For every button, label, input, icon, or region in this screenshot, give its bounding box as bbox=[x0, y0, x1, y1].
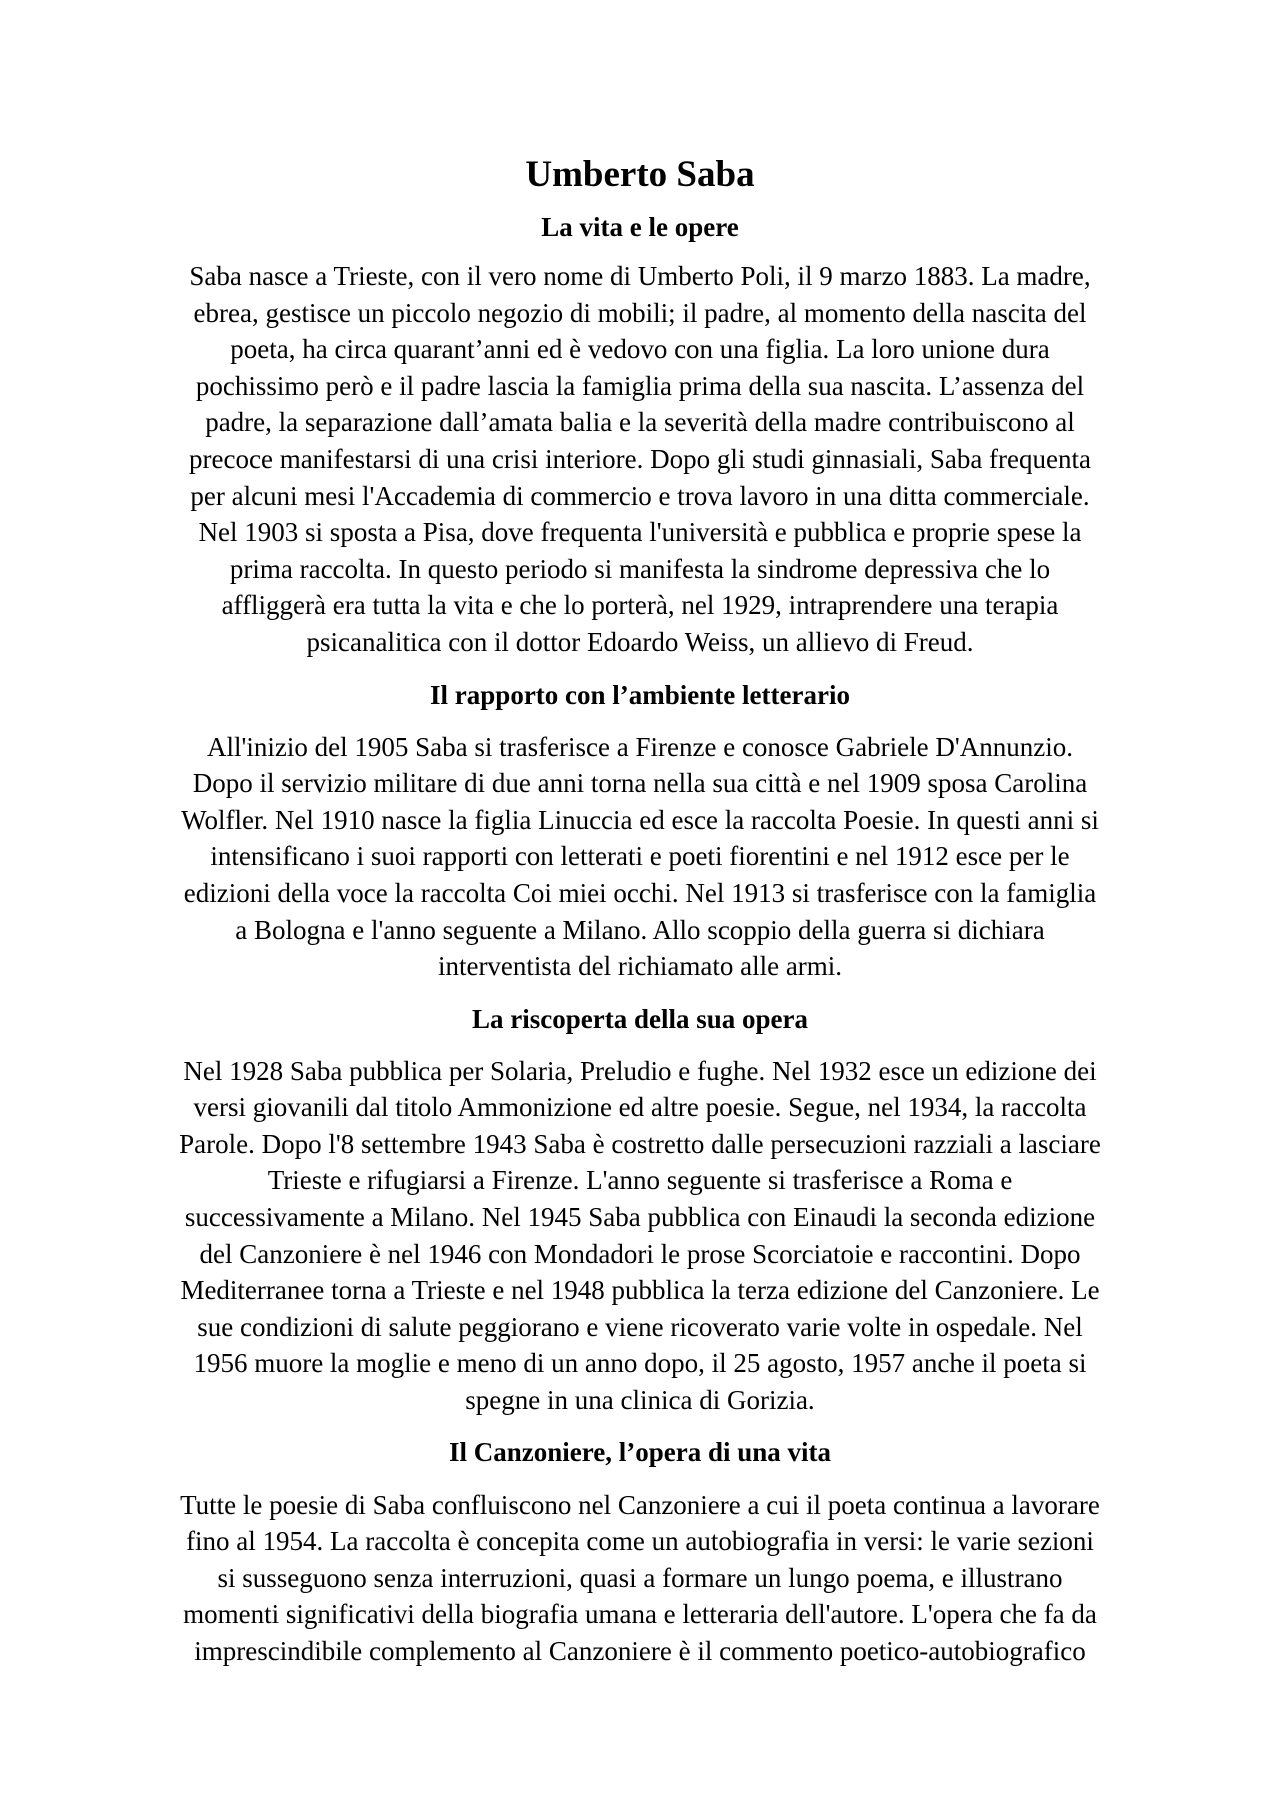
paragraph-line: All'inizio del 1905 Saba si trasferisce a Firenze e conosce Gabriele D'Annunzio. bbox=[207, 731, 1073, 762]
paragraph-line: Dopo il servizio militare di due anni torna nella sua città e nel 1909 sposa Carolina bbox=[192, 768, 1088, 799]
section-heading-canzoniere: Il Canzoniere, l’opera di una vita bbox=[448, 1436, 831, 1467]
paragraph-line: spegne in una clinica di Gorizia. bbox=[465, 1385, 815, 1416]
paragraph-line: Trieste e rifugiarsi a Firenze. L'anno seguente si trasferisce a Roma e bbox=[267, 1165, 1013, 1196]
paragraph-line: precoce manifestarsi di una crisi interiore. Dopo gli studi ginnasiali, Saba frequenta bbox=[189, 443, 1091, 474]
paragraph-line: poeta, ha circa quarant’anni ed è vedovo con una figlia. La loro unione dura bbox=[230, 334, 1050, 365]
paragraph-line: fino al 1954. La raccolta è concepita come un autobiografia in versi: le varie sezioni bbox=[186, 1526, 1094, 1557]
paragraph-line: psicanalitica con il dottor Edoardo Weiss, un allievo di Freud. bbox=[306, 626, 974, 657]
paragraph-line: interventista del richiamato alle armi. bbox=[437, 951, 843, 982]
section-paragraph-vita bbox=[120, 258, 1160, 661]
paragraph-line: padre, la separazione dall’amata balia e la severità della madre contribuiscono al bbox=[205, 407, 1075, 438]
paragraph-line: Wolfler. Nel 1910 nasce la figlia Linuccia ed esce la raccolta Poesie. In questi anni si bbox=[181, 804, 1099, 835]
paragraph-line: Nel 1903 si sposta a Pisa, dove frequenta l'università e pubblica e proprie spese la bbox=[198, 517, 1082, 548]
paragraph-line: imprescindibile complemento al Canzoniere è il commento poetico-autobiografico bbox=[194, 1636, 1086, 1666]
paragraph-line: 1956 muore la moglie e meno di un anno dopo, il 25 agosto, 1957 anche il poeta si bbox=[193, 1348, 1087, 1379]
paragraph-line: a Bologna e l'anno seguente a Milano. Allo scoppio della guerra si dichiara bbox=[235, 914, 1045, 945]
paragraph-line: Nel 1928 Saba pubblica per Solaria, Preludio e fughe. Nel 1932 esce un edizione dei bbox=[183, 1055, 1097, 1086]
paragraph-line: edizioni della voce la raccolta Coi miei occhi. Nel 1913 si trasferisce con la famiglia bbox=[183, 877, 1097, 908]
paragraph-line: intensificano i suoi rapporti con letterati e poeti fiorentini e nel 1912 esce per le bbox=[210, 841, 1070, 872]
paragraph-line: prima raccolta. In questo periodo si manifesta la sindrome depressiva che lo bbox=[229, 553, 1051, 584]
section-paragraph-riscoperta bbox=[120, 1053, 1160, 1419]
paragraph-line: Tutte le poesie di Saba confluiscono nel Canzoniere a cui il poeta continua a lavorare bbox=[180, 1489, 1100, 1520]
paragraph-line: ebrea, gestisce un piccolo negozio di mobili; il padre, al momento della nascita del bbox=[193, 297, 1087, 328]
paragraph-line: Mediterranee torna a Trieste e nel 1948 pubblica la terza edizione del Canzoniere. Le bbox=[180, 1275, 1100, 1306]
section-paragraph-canzoniere bbox=[120, 1487, 1160, 1670]
page-title: Umberto Saba bbox=[525, 154, 755, 195]
section-heading-vita: La vita e le opere bbox=[541, 212, 739, 242]
document-page bbox=[120, 0, 1160, 1670]
paragraph-line: pochissimo però e il padre lascia la famiglia prima della sua nascita. L’assenza del bbox=[195, 370, 1085, 401]
paragraph-line: successivamente a Milano. Nel 1945 Saba pubblica con Einaudi la seconda edizione bbox=[184, 1202, 1096, 1233]
section-heading-rapporto: Il rapporto con l’ambiente letterario bbox=[430, 679, 850, 710]
paragraph-line: per alcuni mesi l'Accademia di commercio e trova lavoro in una ditta commerciale. bbox=[190, 480, 1090, 511]
paragraph-line: sue condizioni di salute peggiorano e viene ricoverato varie volte in ospedale. Nel bbox=[197, 1311, 1083, 1342]
paragraph-line: del Canzoniere è nel 1946 con Mondadori le prose Scorciatoie e raccontini. Dopo bbox=[199, 1238, 1081, 1269]
paragraph-line: versi giovanili dal titolo Ammonizione ed altre poesie. Segue, nel 1934, la raccolta bbox=[193, 1092, 1087, 1123]
paragraph-line: si susseguono senza interruzioni, quasi a formare un lungo poema, e illustrano bbox=[217, 1562, 1063, 1593]
paragraph-line: affliggerà era tutta la vita e che lo porterà, nel 1929, intraprendere una terapia bbox=[221, 590, 1059, 621]
paragraph-line: Parole. Dopo l'8 settembre 1943 Saba è costretto dalle persecuzioni razziali a lasciare bbox=[179, 1128, 1101, 1159]
paragraph-line: Saba nasce a Trieste, con il vero nome di Umberto Poli, il 9 marzo 1883. La madre, bbox=[189, 261, 1091, 291]
section-heading-riscoperta: La riscoperta della sua opera bbox=[472, 1003, 808, 1034]
section-paragraph-rapporto bbox=[120, 729, 1160, 985]
paragraph-line: momenti significativi della biografia umana e letteraria dell'autore. L'opera che fa da bbox=[183, 1599, 1097, 1630]
